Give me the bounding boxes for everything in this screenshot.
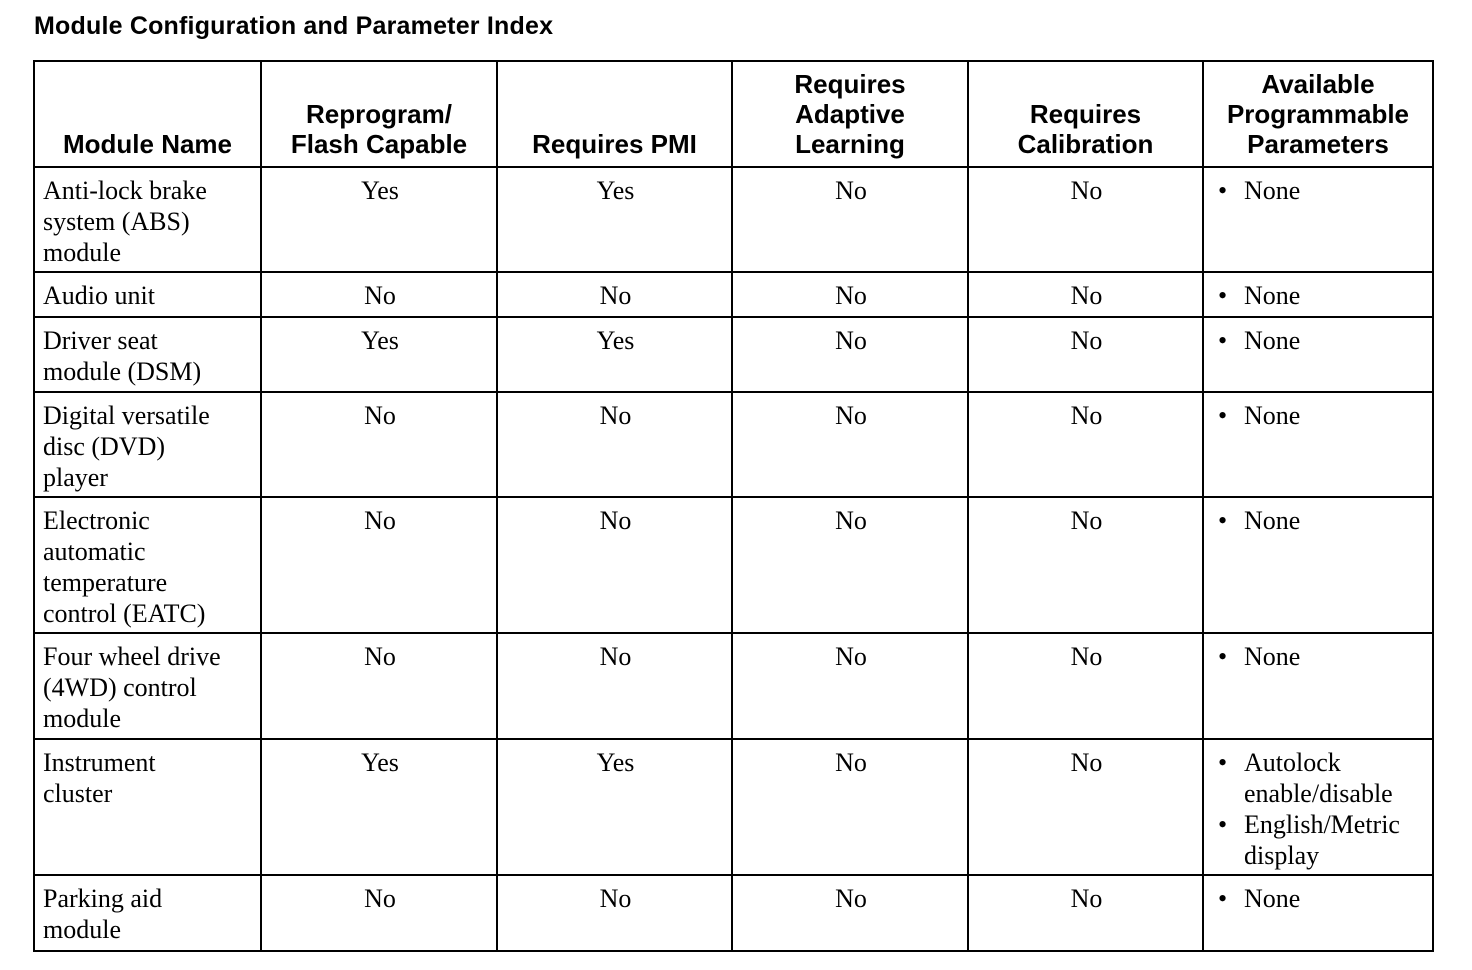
bullet-icon: • <box>1218 401 1228 430</box>
parameter-item <box>1212 641 1426 672</box>
table-row <box>34 392 1433 497</box>
cell-module-name: Parking aid module <box>34 875 261 951</box>
cell-requires-pmi: Yes <box>497 317 732 392</box>
parameter-item <box>1212 400 1426 431</box>
bullet-icon: • <box>1218 884 1228 913</box>
cell-flash-capable: No <box>261 272 497 317</box>
header-calibration: Requires Calibration <box>968 61 1203 167</box>
parameter-list <box>1212 505 1426 536</box>
parameter-list <box>1212 747 1426 871</box>
cell-requires-pmi: No <box>497 875 732 951</box>
parameter-text: None <box>1244 326 1301 355</box>
cell-programmable-parameters <box>1203 739 1433 875</box>
table-row <box>34 739 1433 875</box>
cell-adaptive-learning: No <box>732 317 968 392</box>
parameter-list <box>1212 641 1426 672</box>
cell-module-name: Instrument cluster <box>34 739 261 875</box>
cell-adaptive-learning: No <box>732 167 968 272</box>
cell-requires-pmi: No <box>497 497 732 633</box>
cell-flash-capable: Yes <box>261 739 497 875</box>
table-row <box>34 497 1433 633</box>
parameter-item <box>1212 175 1426 206</box>
cell-calibration: No <box>968 167 1203 272</box>
table-row <box>34 167 1433 272</box>
table-body <box>34 167 1433 951</box>
parameter-text: None <box>1244 401 1301 430</box>
bullet-icon: • <box>1218 642 1228 671</box>
parameter-item <box>1212 325 1426 356</box>
cell-programmable-parameters <box>1203 497 1433 633</box>
cell-calibration: No <box>968 739 1203 875</box>
bullet-icon: • <box>1218 281 1228 310</box>
bullet-icon: • <box>1218 810 1228 839</box>
cell-requires-pmi: No <box>497 272 732 317</box>
parameter-text: English/Metric display <box>1244 810 1400 870</box>
parameter-item <box>1212 280 1426 311</box>
parameter-text: None <box>1244 642 1301 671</box>
table-row <box>34 272 1433 317</box>
module-parameter-table <box>33 60 1434 952</box>
cell-programmable-parameters <box>1203 392 1433 497</box>
parameter-text: Autolock enable/disable <box>1244 748 1393 808</box>
bullet-icon: • <box>1218 176 1228 205</box>
table-row <box>34 633 1433 739</box>
parameter-text: None <box>1244 176 1301 205</box>
cell-flash-capable: No <box>261 875 497 951</box>
cell-module-name: Digital versatile disc (DVD) player <box>34 392 261 497</box>
bullet-icon: • <box>1218 506 1228 535</box>
cell-adaptive-learning: No <box>732 633 968 739</box>
cell-flash-capable: No <box>261 633 497 739</box>
cell-programmable-parameters <box>1203 317 1433 392</box>
cell-flash-capable: Yes <box>261 167 497 272</box>
table-row <box>34 317 1433 392</box>
cell-adaptive-learning: No <box>732 875 968 951</box>
parameter-list <box>1212 175 1426 206</box>
parameter-list <box>1212 400 1426 431</box>
cell-requires-pmi: No <box>497 392 732 497</box>
header-flash-capable: Reprogram/ Flash Capable <box>261 61 497 167</box>
page-title: Module Configuration and Parameter Index <box>34 12 554 40</box>
header-requires-pmi: Requires PMI <box>497 61 732 167</box>
cell-requires-pmi: No <box>497 633 732 739</box>
cell-programmable-parameters <box>1203 875 1433 951</box>
parameter-item <box>1212 883 1426 914</box>
parameter-item <box>1212 809 1426 871</box>
cell-programmable-parameters <box>1203 633 1433 739</box>
header-row <box>34 61 1433 167</box>
cell-programmable-parameters <box>1203 167 1433 272</box>
cell-calibration: No <box>968 317 1203 392</box>
cell-module-name: Four wheel drive (4WD) control module <box>34 633 261 739</box>
parameter-text: None <box>1244 281 1301 310</box>
cell-flash-capable: No <box>261 497 497 633</box>
header-adaptive-learning: Requires Adaptive Learning <box>732 61 968 167</box>
cell-module-name: Electronic automatic temperature control (EATC) <box>34 497 261 633</box>
cell-calibration: No <box>968 392 1203 497</box>
cell-calibration: No <box>968 497 1203 633</box>
cell-requires-pmi: Yes <box>497 167 732 272</box>
parameter-list <box>1212 883 1426 914</box>
parameter-text: None <box>1244 506 1301 535</box>
cell-adaptive-learning: No <box>732 392 968 497</box>
cell-module-name: Audio unit <box>34 272 261 317</box>
cell-module-name: Anti-lock brake system (ABS) module <box>34 167 261 272</box>
cell-calibration: No <box>968 272 1203 317</box>
parameter-item <box>1212 747 1426 809</box>
cell-calibration: No <box>968 875 1203 951</box>
cell-calibration: No <box>968 633 1203 739</box>
table-row <box>34 875 1433 951</box>
parameter-item <box>1212 505 1426 536</box>
header-module-name: Module Name <box>34 61 261 167</box>
header-programmable-parameters: Available Programmable Parameters <box>1203 61 1433 167</box>
parameter-list <box>1212 280 1426 311</box>
cell-module-name: Driver seat module (DSM) <box>34 317 261 392</box>
cell-flash-capable: Yes <box>261 317 497 392</box>
cell-adaptive-learning: No <box>732 739 968 875</box>
cell-adaptive-learning: No <box>732 497 968 633</box>
cell-programmable-parameters <box>1203 272 1433 317</box>
bullet-icon: • <box>1218 748 1228 777</box>
cell-requires-pmi: Yes <box>497 739 732 875</box>
parameter-text: None <box>1244 884 1301 913</box>
parameter-list <box>1212 325 1426 356</box>
cell-adaptive-learning: No <box>732 272 968 317</box>
bullet-icon: • <box>1218 326 1228 355</box>
cell-flash-capable: No <box>261 392 497 497</box>
